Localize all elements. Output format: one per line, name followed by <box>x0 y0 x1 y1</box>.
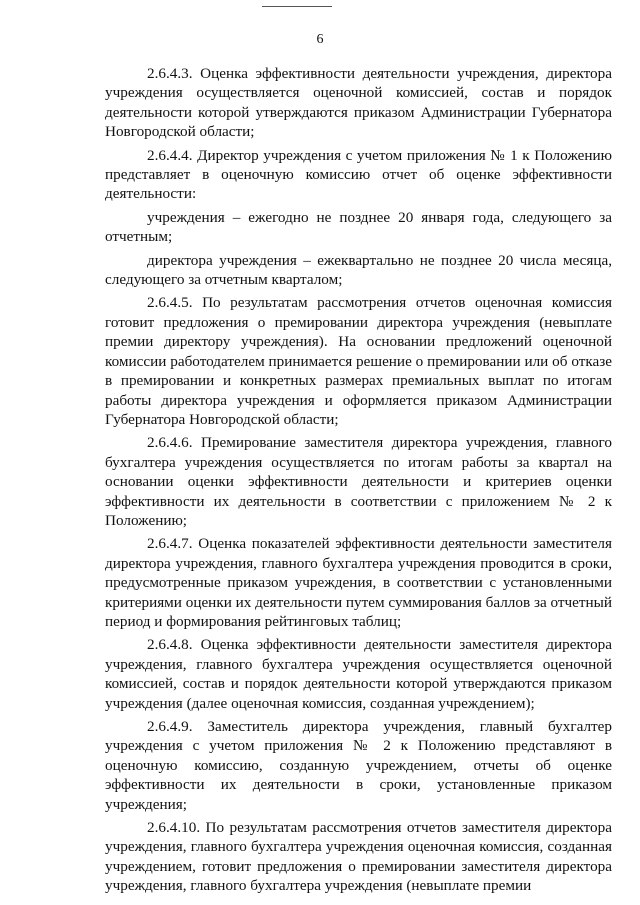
paragraph-2-6-4-5: 2.6.4.5. По результатам рассмотрения отчетов оценочная комиссия готовит предложения о премировании директора учреждения (невыплате премии директору учреждения). На основании предложений оценочной комиссии работодателем принимается решение о премировании или об отказе в премировании и конкретных размерах премиальных выплат по итогам работы директора учреждения и оформляется приказом Администрации Губернатора Новгородской области; <box>105 294 612 428</box>
page-number: 6 <box>316 32 324 47</box>
paragraph-2-6-4-8: 2.6.4.8. Оценка эффективности деятельности заместителя директора учреждения, главного бухгалтера учреждения осуществляется оценочной комиссией, состав и порядок деятельности которой утверждаются приказом учреждения (далее оценочная комиссия, созданная учреждением); <box>105 636 612 712</box>
paragraph-2-6-4-6: 2.6.4.6. Премирование заместителя директора учреждения, главного бухгалтера учреждения осуществляется по итогам работы за квартал на основании оценки эффективности деятельности и критериев оценки эффективности их деятельности в соответствии с приложением № 2 к Положению; <box>105 434 612 529</box>
paragraph-director-deadline: директора учреждения – ежеквартально не позднее 20 числа месяца, следующего за отчетным кварталом; <box>105 251 612 289</box>
paragraph-2-6-4-4: 2.6.4.4. Директор учреждения с учетом приложения № 1 к Положению представляет в оценочную комиссию отчет об оценке эффективности деятельности: <box>105 146 612 203</box>
paragraph-institution-deadline: учреждения – ежегодно не позднее 20 января года, следующего за отчетным; <box>105 208 612 246</box>
paragraph-2-6-4-3: 2.6.4.3. Оценка эффективности деятельности учреждения, директора учреждения осуществляется оценочной комиссией, состав и порядок деятельности которой утверждаются приказом Администрации Губернатора Новгородской области; <box>105 65 612 141</box>
paragraph-2-6-4-9: 2.6.4.9. Заместитель директора учреждения, главный бухгалтер учреждения с учетом приложения № 2 к Положению представляют в оценочную комиссию, созданную учреждением, отчеты об оценке эффективности их деятельности в сроки, установленные приказом учреждения; <box>105 718 612 813</box>
header-rule <box>262 6 332 7</box>
paragraph-2-6-4-7: 2.6.4.7. Оценка показателей эффективности деятельности заместителя директора учреждения, главного бухгалтера учреждения проводится в сроки, предусмотренные приказом учреждения, в соответствии с установленными критериями оценки их деятельности путем суммирования баллов за отчетный период и формирования рейтинговых таблиц; <box>105 535 612 630</box>
document-body <box>105 64 612 896</box>
paragraph-2-6-4-10: 2.6.4.10. По результатам рассмотрения отчетов заместителя директора учреждения, главного бухгалтера учреждения оценочная комиссия, созданная учреждением, готовит предложения о премировании заместителя директора учреждения, главного бухгалтера учреждения (невыплате премии <box>105 819 612 895</box>
